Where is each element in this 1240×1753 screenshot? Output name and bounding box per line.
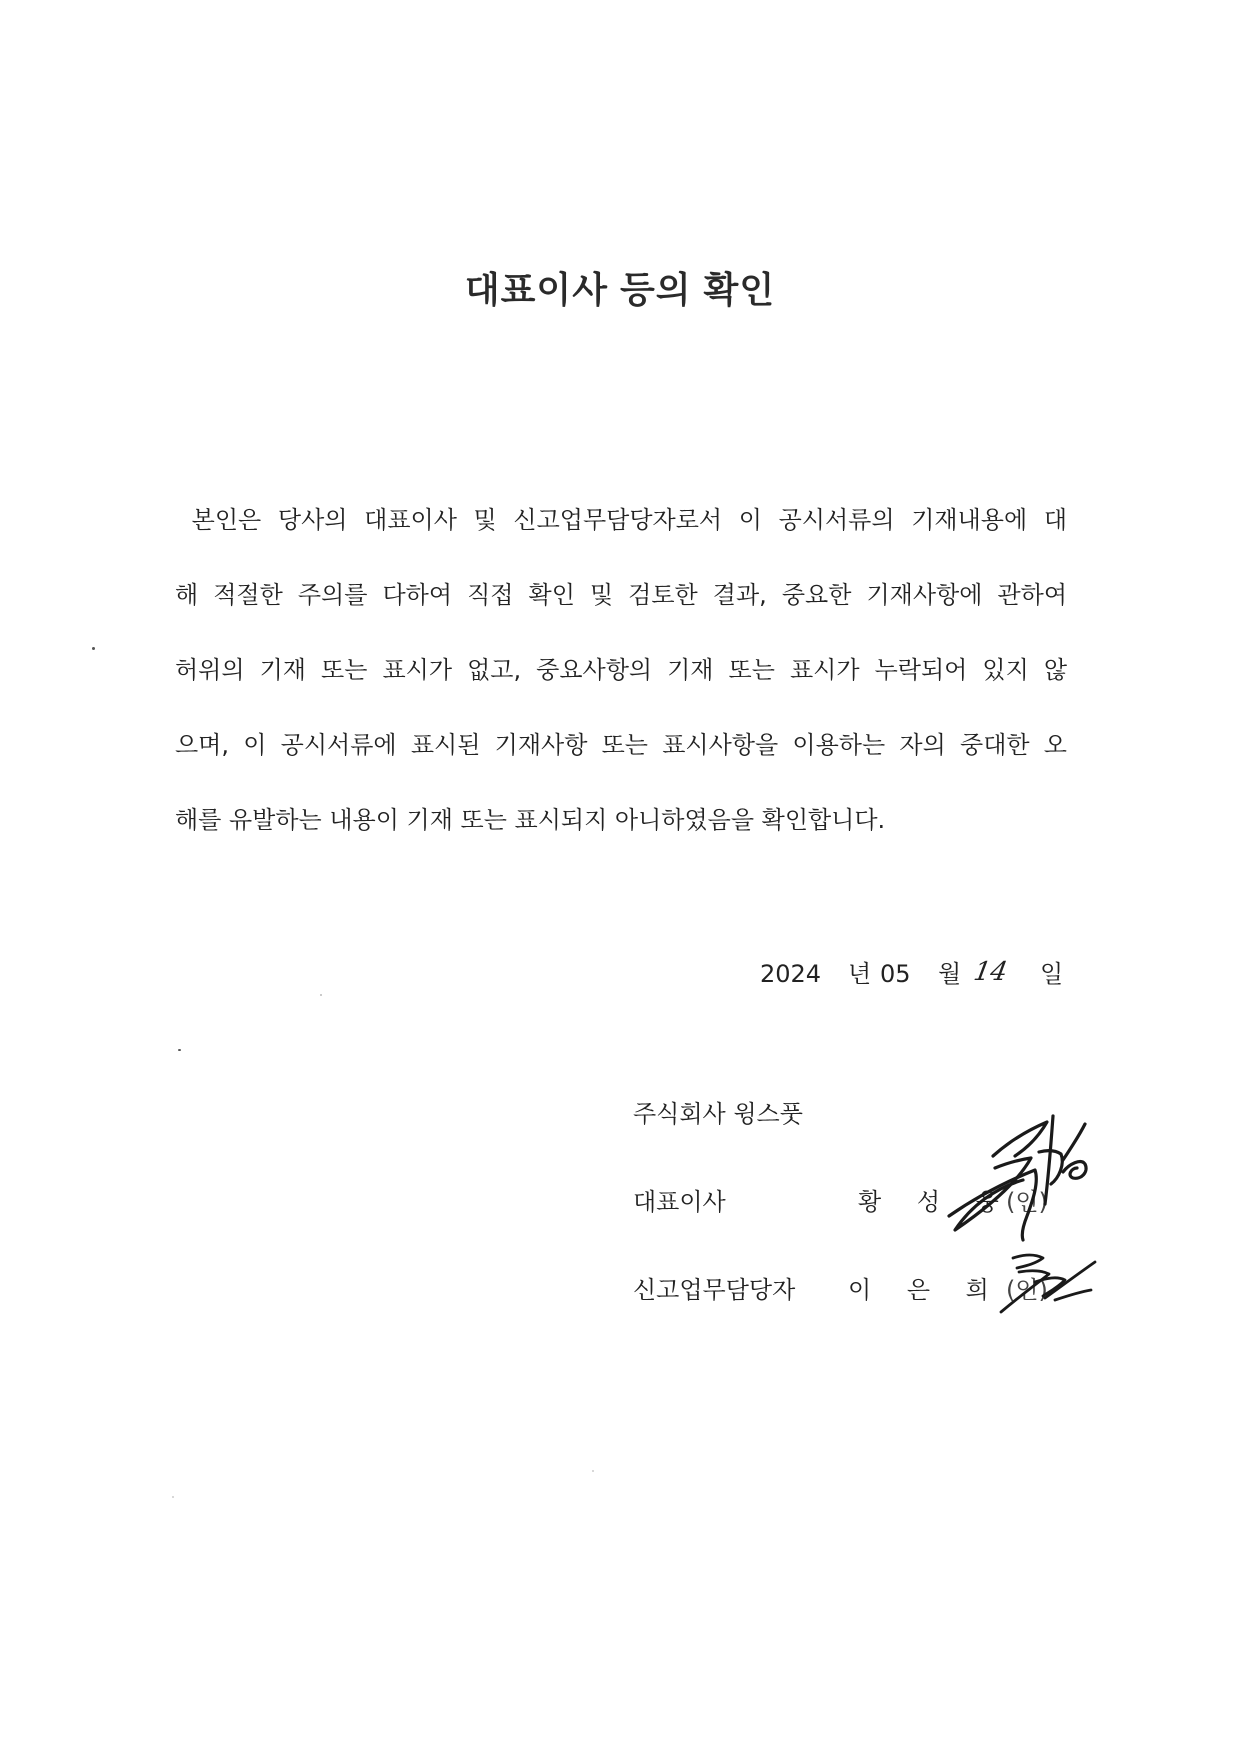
company-name [633,1096,1073,1136]
scan-speck [172,1496,174,1498]
title-word-2: 등의 [619,270,692,311]
date-day-handwritten: 14 [971,957,1010,987]
signatory-role: 대표이사 [633,1188,726,1216]
signature-block [633,1096,1093,1336]
title-word-1: 대표이사 [464,270,608,311]
scan-speck [178,1049,181,1051]
page-title [0,262,1240,313]
title-word-3: 확인 [703,270,776,311]
date-month-unit: 월 [938,960,962,988]
seal-mark: (인) [1006,1188,1048,1216]
signatory-reporting-officer [633,1272,1073,1312]
seal-mark: (인) [1006,1276,1048,1304]
signatory-role: 신고업무담당자 [633,1276,796,1304]
statement-line: 으며, 이 공시서류에 표시된 기재사항 또는 표시사항을 이용하는 자의 중대한 오 [175,731,1067,759]
date-month: 05 [880,960,911,988]
statement-line: 허위의 기재 또는 표시가 없고, 중요사항의 기재 또는 표시가 누락되어 있지 않 [175,656,1067,684]
date-year-unit: 년 [848,960,872,988]
scan-speck [92,647,95,650]
date-year: 2024 [760,960,822,988]
statement-line: 본인은 당사의 대표이사 및 신고업무담당자로서 이 공시서류의 기재내용에 대 [175,506,1067,534]
signing-date [760,956,1067,996]
signatory-ceo [633,1184,1073,1224]
scan-speck [592,1470,594,1472]
company-name-text: 주식회사 윙스풋 [633,1100,803,1128]
statement-line-last: 해를 유발하는 내용이 기재 또는 표시되지 아니하였음을 확인합니다. [175,806,886,834]
scan-speck [320,994,322,996]
date-day-unit: 일 [1040,960,1064,988]
signatory-name: 이 은 희 [848,1276,1003,1304]
statement-line: 해 적절한 주의를 다하여 직접 확인 및 검토한 결과, 중요한 기재사항에 관하여 [175,581,1067,609]
signatory-name: 황 성 웅 [858,1188,1013,1216]
confirmation-statement [175,502,1067,877]
